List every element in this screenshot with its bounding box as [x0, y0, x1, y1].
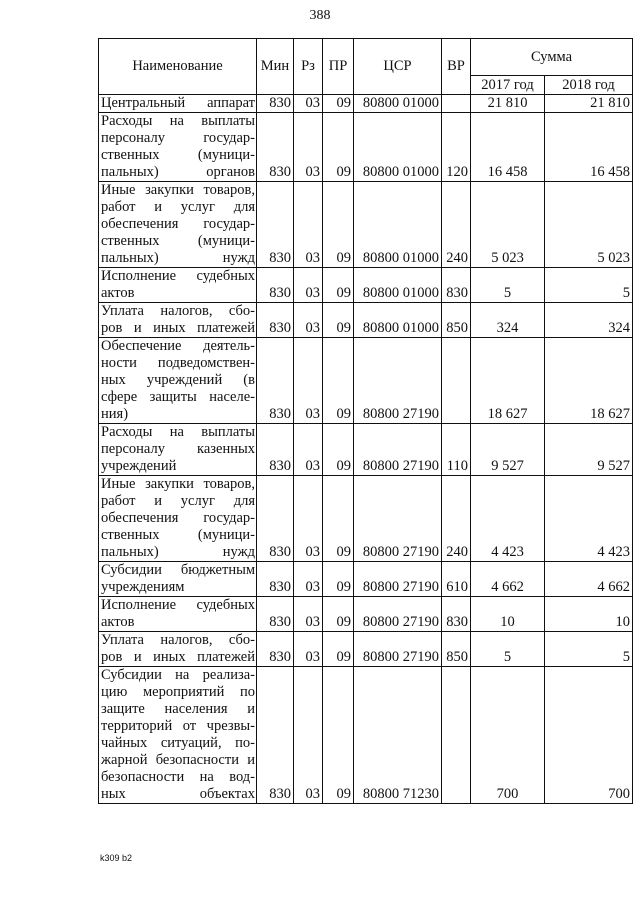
row-vr: 110 — [442, 424, 471, 476]
row-name-line: обеспечения государ- — [101, 510, 255, 526]
row-pr: 09 — [323, 268, 354, 303]
row-min: 830 — [257, 476, 294, 562]
row-csr: 80800 27190 — [354, 476, 442, 562]
row-name-line: территорий от чрезвы- — [101, 718, 255, 734]
row-sum-2017: 18 627 — [471, 338, 545, 424]
row-pr: 09 — [323, 667, 354, 804]
row-name — [99, 476, 257, 562]
row-name — [99, 182, 257, 268]
row-name — [99, 303, 257, 338]
row-sum-2017: 21 810 — [471, 95, 545, 113]
table-row — [99, 338, 633, 424]
row-pr: 09 — [323, 338, 354, 424]
row-name-line: Расходы на выплаты — [101, 113, 255, 129]
row-name-line: Субсидии бюджетным — [101, 562, 255, 578]
row-pr: 09 — [323, 476, 354, 562]
row-sum-2017: 700 — [471, 667, 545, 804]
row-sum-2018: 16 458 — [545, 113, 633, 182]
row-name — [99, 424, 257, 476]
row-name-line: учреждениям — [101, 579, 185, 595]
row-min: 830 — [257, 303, 294, 338]
row-csr: 80800 01000 — [354, 95, 442, 113]
table-row — [99, 562, 633, 597]
row-sum-2018: 700 — [545, 667, 633, 804]
table-row — [99, 95, 633, 113]
row-pr: 09 — [323, 632, 354, 667]
row-vr — [442, 338, 471, 424]
row-sum-2018: 18 627 — [545, 338, 633, 424]
row-rz: 03 — [294, 338, 323, 424]
row-name-line: Расходы на выплаты — [101, 424, 255, 440]
row-min: 830 — [257, 424, 294, 476]
row-name — [99, 95, 257, 113]
row-csr: 80800 01000 — [354, 182, 442, 268]
row-name-line: ров и иных платежей — [101, 320, 255, 336]
row-name-line: ственных (муници- — [101, 233, 255, 249]
row-min: 830 — [257, 597, 294, 632]
row-rz: 03 — [294, 268, 323, 303]
footer-code: k309 b2 — [100, 853, 133, 863]
row-name-line: Уплата налогов, сбо- — [101, 632, 255, 648]
row-min: 830 — [257, 667, 294, 804]
row-sum-2017: 9 527 — [471, 424, 545, 476]
row-rz: 03 — [294, 113, 323, 182]
row-sum-2017: 5 — [471, 268, 545, 303]
row-name-line: пальных) нужд — [101, 544, 255, 560]
row-vr — [442, 95, 471, 113]
row-min: 830 — [257, 632, 294, 667]
row-pr: 09 — [323, 303, 354, 338]
row-name — [99, 338, 257, 424]
table-row — [99, 424, 633, 476]
row-csr: 80800 01000 — [354, 113, 442, 182]
row-name-line: актов — [101, 614, 135, 630]
row-sum-2017: 10 — [471, 597, 545, 632]
row-sum-2018: 5 — [545, 632, 633, 667]
row-name-line: актов — [101, 285, 135, 301]
table-header — [99, 39, 633, 95]
row-name-line: Обеспечение деятель- — [101, 338, 255, 354]
row-rz: 03 — [294, 597, 323, 632]
row-rz: 03 — [294, 303, 323, 338]
row-sum-2018: 10 — [545, 597, 633, 632]
row-sum-2018: 324 — [545, 303, 633, 338]
row-name-line: ров и иных платежей — [101, 649, 255, 665]
row-min: 830 — [257, 338, 294, 424]
row-name-line: сфере защиты населе- — [101, 389, 255, 405]
table-row — [99, 268, 633, 303]
row-csr: 80800 01000 — [354, 303, 442, 338]
row-name-line: персоналу казенных — [101, 441, 255, 457]
row-vr: 240 — [442, 182, 471, 268]
row-name-line: Исполнение судебных — [101, 268, 255, 284]
table-body — [99, 95, 633, 804]
row-name-line: учреждений — [101, 458, 177, 474]
row-rz: 03 — [294, 182, 323, 268]
row-name-line: Уплата налогов, сбо- — [101, 303, 255, 319]
row-sum-2018: 4 423 — [545, 476, 633, 562]
row-csr: 80800 27190 — [354, 424, 442, 476]
row-name-line: Центральный аппарат — [101, 95, 255, 111]
row-vr: 830 — [442, 597, 471, 632]
row-rz: 03 — [294, 632, 323, 667]
row-name-line: ных объектах — [101, 786, 255, 802]
row-sum-2017: 5 023 — [471, 182, 545, 268]
row-sum-2018: 5 — [545, 268, 633, 303]
row-name-line: Субсидии на реализа- — [101, 667, 255, 683]
row-name-line: обеспечения государ- — [101, 216, 255, 232]
header-year-2017: 2017 год — [471, 76, 545, 95]
table-row — [99, 303, 633, 338]
row-name — [99, 667, 257, 804]
row-name-line: работ и услуг для — [101, 199, 255, 215]
row-vr: 610 — [442, 562, 471, 597]
row-rz: 03 — [294, 476, 323, 562]
row-vr: 240 — [442, 476, 471, 562]
row-min: 830 — [257, 562, 294, 597]
header-vr: ВР — [442, 39, 471, 95]
row-name-line: безопасности на вод- — [101, 769, 255, 785]
row-csr: 80800 27190 — [354, 632, 442, 667]
row-pr: 09 — [323, 95, 354, 113]
table-row — [99, 476, 633, 562]
row-rz: 03 — [294, 562, 323, 597]
header-pr: ПР — [323, 39, 354, 95]
header-csr: ЦСР — [354, 39, 442, 95]
header-name: Наименование — [99, 39, 257, 95]
row-name-line: жарной безопасности и — [101, 752, 255, 768]
row-min: 830 — [257, 95, 294, 113]
row-vr — [442, 667, 471, 804]
row-sum-2017: 324 — [471, 303, 545, 338]
row-name — [99, 632, 257, 667]
row-name-line: ственных (муници- — [101, 527, 255, 543]
row-sum-2017: 4 423 — [471, 476, 545, 562]
row-sum-2017: 16 458 — [471, 113, 545, 182]
table-row — [99, 667, 633, 804]
row-sum-2017: 5 — [471, 632, 545, 667]
row-name — [99, 268, 257, 303]
header-rz: Рз — [294, 39, 323, 95]
row-min: 830 — [257, 268, 294, 303]
row-name-line: пальных) органов — [101, 164, 255, 180]
row-pr: 09 — [323, 562, 354, 597]
row-sum-2017: 4 662 — [471, 562, 545, 597]
row-name-line: защите населения и — [101, 701, 255, 717]
row-name-line: цию мероприятий по — [101, 684, 255, 700]
table-row — [99, 113, 633, 182]
budget-table — [98, 38, 633, 804]
row-name — [99, 597, 257, 632]
row-rz: 03 — [294, 667, 323, 804]
header-sum: Сумма — [471, 39, 633, 76]
row-pr: 09 — [323, 424, 354, 476]
row-csr: 80800 71230 — [354, 667, 442, 804]
row-sum-2018: 9 527 — [545, 424, 633, 476]
row-pr: 09 — [323, 182, 354, 268]
row-name-line: ности подведомствен- — [101, 355, 255, 371]
row-name-line: ных учреждений (в — [101, 372, 255, 388]
row-csr: 80800 01000 — [354, 268, 442, 303]
row-csr: 80800 27190 — [354, 338, 442, 424]
row-name — [99, 113, 257, 182]
row-name — [99, 562, 257, 597]
row-name-line: Исполнение судебных — [101, 597, 255, 613]
row-rz: 03 — [294, 424, 323, 476]
row-min: 830 — [257, 182, 294, 268]
row-name-line: ственных (муници- — [101, 147, 255, 163]
row-vr: 830 — [442, 268, 471, 303]
row-csr: 80800 27190 — [354, 597, 442, 632]
row-vr: 850 — [442, 303, 471, 338]
row-name-line: Иные закупки товаров, — [101, 476, 255, 492]
row-rz: 03 — [294, 95, 323, 113]
row-sum-2018: 5 023 — [545, 182, 633, 268]
page-number: 388 — [309, 8, 331, 23]
row-name-line: чайных ситуаций, по- — [101, 735, 255, 751]
table-row — [99, 597, 633, 632]
row-name-line: Иные закупки товаров, — [101, 182, 255, 198]
row-name-line: работ и услуг для — [101, 493, 255, 509]
row-csr: 80800 27190 — [354, 562, 442, 597]
row-name-line: персоналу государ- — [101, 130, 255, 146]
table-row — [99, 182, 633, 268]
row-pr: 09 — [323, 113, 354, 182]
row-name-line: ния) — [101, 406, 129, 422]
row-min: 830 — [257, 113, 294, 182]
table-row — [99, 632, 633, 667]
row-sum-2018: 4 662 — [545, 562, 633, 597]
row-pr: 09 — [323, 597, 354, 632]
header-year-2018: 2018 год — [545, 76, 633, 95]
header-min: Мин — [257, 39, 294, 95]
row-sum-2018: 21 810 — [545, 95, 633, 113]
row-vr: 120 — [442, 113, 471, 182]
row-vr: 850 — [442, 632, 471, 667]
row-name-line: пальных) нужд — [101, 250, 255, 266]
